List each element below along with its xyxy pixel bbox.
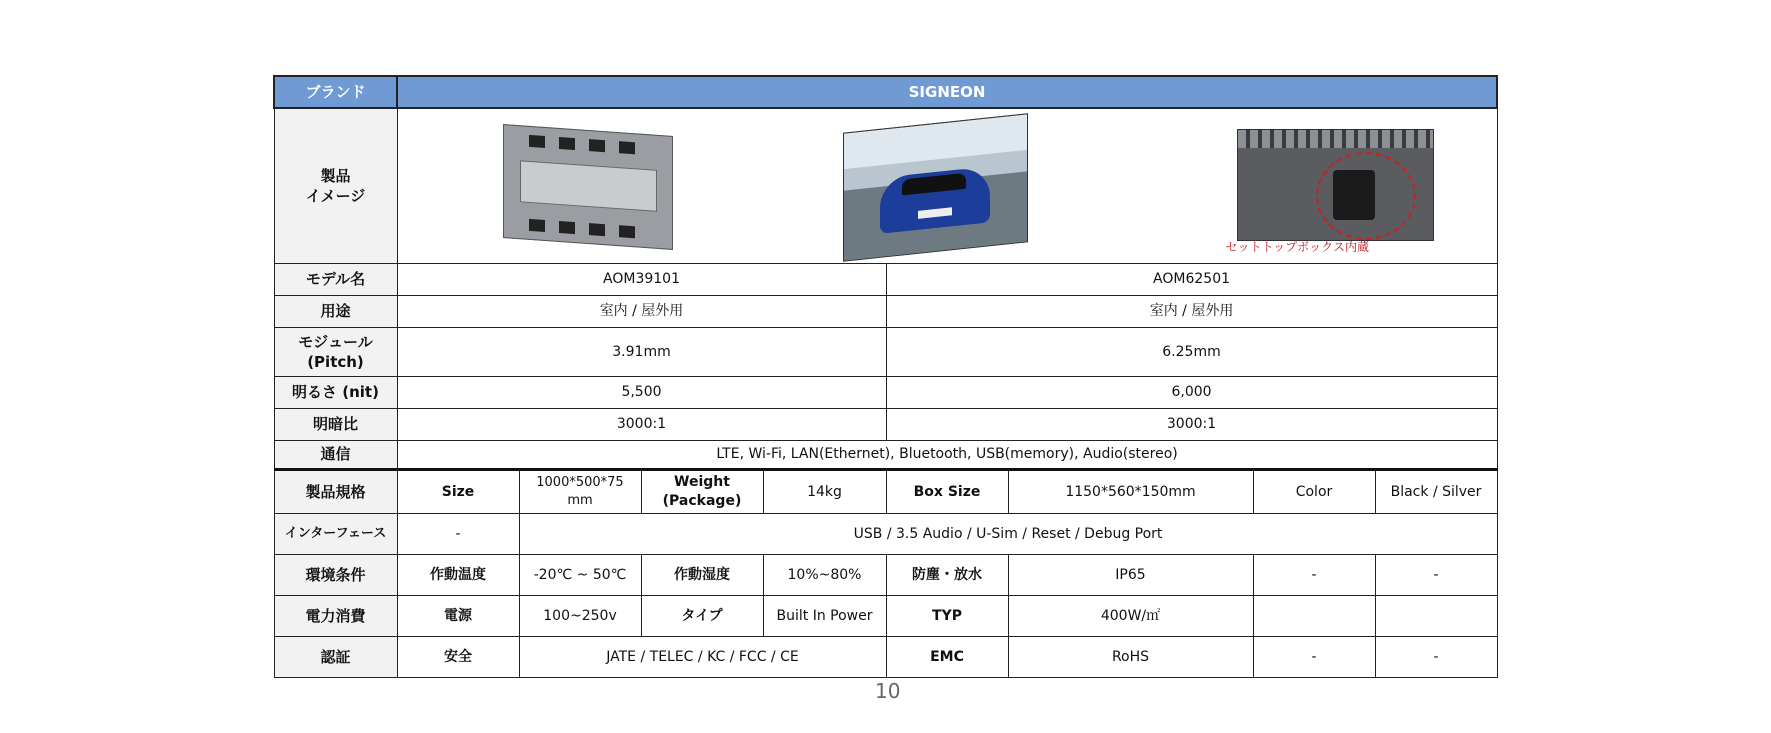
- power-empty-1: [1253, 596, 1375, 637]
- spec-table: [273, 75, 1498, 678]
- weight-label-line2: (Package): [662, 493, 742, 509]
- video-wall-image: [843, 113, 1028, 261]
- box-size-value: 1150*560*150mm: [1008, 470, 1253, 514]
- env-label: 環境条件: [274, 555, 397, 596]
- set-top-box-image: [1237, 129, 1434, 241]
- box-size-label: Box Size: [886, 470, 1008, 514]
- comm-value: LTE, Wi-Fi, LAN(Ethernet), Bluetooth, USB(memory), Audio(stereo): [397, 441, 1497, 470]
- cert-dash-1: -: [1253, 637, 1375, 678]
- led-module-image: [503, 124, 673, 250]
- module-slots-bottom: [529, 219, 649, 239]
- module-label-line1: モジュール: [298, 332, 373, 351]
- interface-label: インターフェース: [274, 514, 397, 555]
- cert-label: 認証: [274, 637, 397, 678]
- module-slots: [529, 135, 649, 155]
- power-source-value: 100~250v: [519, 596, 641, 637]
- emc-label: EMC: [886, 637, 1008, 678]
- typ-value: 400W/㎡: [1008, 596, 1253, 637]
- module-b: 6.25mm: [886, 328, 1497, 377]
- highlight-circle: [1316, 152, 1416, 240]
- humidity-label: 作動湿度: [641, 555, 763, 596]
- weight-label-line1: Weight: [674, 474, 730, 491]
- brightness-a: 5,500: [397, 377, 886, 409]
- power-type-label: タイプ: [641, 596, 763, 637]
- env-dash-1: -: [1253, 555, 1375, 596]
- safety-label: 安全: [397, 637, 519, 678]
- power-empty-2: [1375, 596, 1497, 637]
- usage-label: 用途: [274, 296, 397, 328]
- set-top-box-caption: セットトップボックス内蔵: [1225, 240, 1370, 254]
- brand-row: [274, 76, 1497, 108]
- contrast-label: 明暗比: [274, 409, 397, 441]
- image-label-line2: イメージ: [305, 187, 366, 205]
- brand-value: SIGNEON: [397, 76, 1497, 108]
- emc-value: RoHS: [1008, 637, 1253, 678]
- comm-row: [274, 441, 1497, 470]
- size-value-line2: mm: [567, 493, 593, 508]
- size-value-line1: 1000*500*75: [536, 475, 624, 491]
- contrast-a: 3000:1: [397, 409, 886, 441]
- interface-value: USB / 3.5 Audio / U-Sim / Reset / Debug Port: [519, 514, 1497, 555]
- safety-value: JATE / TELEC / KC / FCC / CE: [519, 637, 886, 678]
- power-row: [274, 596, 1497, 637]
- typ-label: TYP: [886, 596, 1008, 637]
- brand-label: ブランド: [274, 76, 397, 108]
- model-row: [274, 264, 1497, 296]
- page-number: 10: [875, 679, 901, 703]
- ip-label: 防塵・放水: [886, 555, 1008, 596]
- humidity-value: 10%~80%: [763, 555, 886, 596]
- module-label-line2: (Pitch): [307, 353, 364, 371]
- temp-value: -20℃ ~ 50℃: [519, 555, 641, 596]
- weight-value: 14kg: [763, 470, 886, 514]
- interface-dash: -: [397, 514, 519, 555]
- power-label: 電力消費: [274, 596, 397, 637]
- usage-a: 室内 / 屋外用: [397, 296, 886, 328]
- model-b: AOM62501: [886, 264, 1497, 296]
- color-label: Color: [1253, 470, 1375, 514]
- spec-row: [274, 470, 1497, 514]
- product-images: [397, 108, 1497, 264]
- image-row: [274, 108, 1497, 264]
- model-label: モデル名: [274, 264, 397, 296]
- model-a: AOM39101: [397, 264, 886, 296]
- interface-row: [274, 514, 1497, 555]
- ip-value: IP65: [1008, 555, 1253, 596]
- power-source-label: 電源: [397, 596, 519, 637]
- cabinet-rails: [1238, 130, 1433, 148]
- size-label: Size: [397, 470, 519, 514]
- brightness-b: 6,000: [886, 377, 1497, 409]
- brightness-label: 明るさ (nit): [274, 377, 397, 409]
- spec-label: 製品規格: [274, 470, 397, 514]
- color-value: Black / Silver: [1375, 470, 1497, 514]
- module-label: [274, 328, 397, 377]
- weight-label: [641, 470, 763, 514]
- power-type-value: Built In Power: [763, 596, 886, 637]
- contrast-row: [274, 409, 1497, 441]
- module-row: [274, 328, 1497, 377]
- module-center-bar: [520, 160, 657, 212]
- usage-b: 室内 / 屋外用: [886, 296, 1497, 328]
- usage-row: [274, 296, 1497, 328]
- cert-row: [274, 637, 1497, 678]
- image-label: [274, 108, 397, 264]
- temp-label: 作動温度: [397, 555, 519, 596]
- size-value: [519, 470, 641, 514]
- comm-label: 通信: [274, 441, 397, 470]
- env-row: [274, 555, 1497, 596]
- contrast-b: 3000:1: [886, 409, 1497, 441]
- image-label-line1: 製品: [320, 166, 351, 185]
- module-a: 3.91mm: [397, 328, 886, 377]
- brightness-row: [274, 377, 1497, 409]
- env-dash-2: -: [1375, 555, 1497, 596]
- cert-dash-2: -: [1375, 637, 1497, 678]
